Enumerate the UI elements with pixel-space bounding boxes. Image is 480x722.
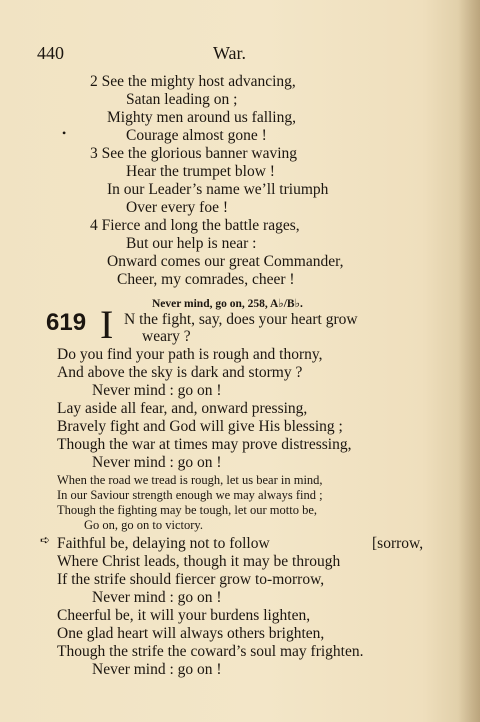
verse-line: Satan leading on ;: [126, 91, 238, 108]
chorus-line: When the road we tread is rough, let us bear in mind,: [57, 473, 323, 487]
refrain-line: Never mind : go on !: [92, 382, 222, 399]
verse-line: In our Leader’s name we’ll triumph: [107, 181, 329, 198]
page-edge-shadow: [458, 0, 480, 722]
verse-line: 2 See the mighty host advancing,: [90, 73, 296, 90]
verse-line: Courage almost gone !: [126, 127, 267, 144]
verse-line: 4 Fierce and long the battle rages,: [90, 217, 300, 234]
verse-line: Cheer, my comrades, cheer !: [117, 271, 295, 288]
verse-line-overflow: [sorrow,: [372, 535, 424, 552]
page-title: War.: [213, 43, 247, 63]
verse-line: Cheerful be, it will your burdens lighten,: [57, 607, 311, 624]
verse-line: Though the strife the coward’s soul may frighten.: [57, 643, 364, 660]
refrain-line: Never mind : go on !: [92, 589, 222, 606]
verse-line: Onward comes our great Commander,: [107, 253, 344, 270]
refrain-line: Never mind : go on !: [92, 454, 222, 471]
verse-line: And above the sky is dark and stormy ?: [57, 364, 303, 381]
chorus-line: Though the fighting may be tough, let our motto be,: [57, 503, 318, 517]
verse-line: Over every foe !: [126, 199, 228, 216]
margin-dot: •: [62, 126, 67, 140]
verse-marker-icon: ➪: [40, 533, 51, 547]
verse-line: Mighty men around us falling,: [107, 109, 296, 126]
chorus-line: Go on, go on to victory.: [84, 518, 203, 532]
verse-line: If the strife should fiercer grow to-morrow,: [57, 571, 325, 588]
hymn-first-line-continued: weary ?: [142, 328, 191, 345]
refrain-line: Never mind : go on !: [92, 661, 222, 678]
tune-reference: Never mind, go on, 258, A♭/B♭.: [152, 298, 303, 310]
verse-line: One glad heart will always others brighten,: [57, 625, 325, 642]
verse-line: 3 See the glorious banner waving: [90, 145, 298, 162]
verse-line: Bravely fight and God will give His blessing ;: [57, 418, 343, 435]
verse-line: Though the war at times may prove distressing,: [57, 436, 352, 453]
verse-line: Do you find your path is rough and thorny,: [57, 346, 323, 363]
hymn-number: 619: [46, 309, 87, 336]
verse-line: Faithful be, delaying not to follow: [57, 535, 270, 552]
chorus-line: In our Saviour strength enough we may always find ;: [57, 488, 323, 502]
page-number: 440: [37, 43, 64, 63]
verse-line: But our help is near :: [126, 235, 257, 252]
verse-line: Lay aside all fear, and, onward pressing,: [57, 400, 308, 417]
verse-line: Hear the trumpet blow !: [126, 163, 275, 180]
hymn-first-line: N the fight, say, does your heart grow: [124, 311, 358, 328]
verse-line: Where Christ leads, though it may be through: [57, 553, 341, 570]
drop-cap: I: [100, 302, 114, 347]
